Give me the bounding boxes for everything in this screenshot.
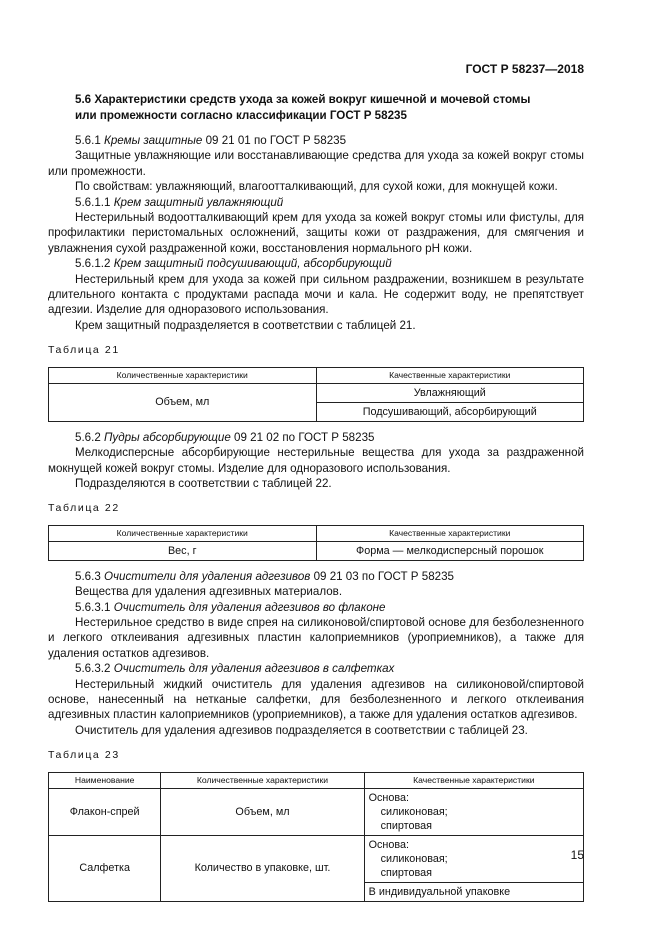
table-23 [48, 772, 584, 902]
table-cell: Количество в упаковке, шт. [161, 835, 364, 901]
clause-number: 5.6.3.1 [75, 600, 111, 614]
clause-code: 09 21 01 по ГОСТ Р 58235 [205, 134, 347, 147]
table-23-reference: Очиститель для удаления адгезивов подразделяется в соответствии с таблицей 23. [75, 723, 528, 737]
clause-name: Очистители для удаления адгезивов [104, 569, 311, 583]
document-id-header: ГОСТ Р 58237—2018 [465, 62, 584, 76]
clause-name: Крем защитный увлажняющий [113, 195, 284, 209]
clause-5-6-3-2-text: Нестерильный жидкий очиститель для удаления адгезивов на силиконовой/спиртовой основе, нанесенный на нетканые салфетки, для безболезненного и легкого отклеивания адгезивных пластин калоприемников (уроприемников), а также для удаления остатков адгезивов. [48, 677, 584, 722]
table-cell: Форма — мелкодисперсный порошок [316, 541, 584, 560]
clause-number: 5.6.1.1 [75, 195, 111, 209]
table-22-reference: Подразделяются в соответствии с таблицей 22. [75, 476, 332, 490]
clause-5-6-1-heading [48, 133, 584, 148]
table-header-quantitative: Количественные характеристики [49, 525, 317, 541]
clause-number: 5.6.3 [75, 569, 101, 583]
table-header-quantitative: Количественные характеристики [49, 367, 317, 383]
table-cell: Салфетка [49, 835, 161, 901]
clause-code: 09 21 03 по ГОСТ Р 58235 [313, 569, 455, 583]
clause-name: Очиститель для удаления адгезивов во флаконе [113, 600, 386, 614]
table-header-qualitative: Качественные характеристики [316, 367, 584, 383]
table-cell-qualitative [364, 788, 583, 835]
clause-5-6-3-2-heading [48, 661, 584, 676]
table-cell-line: Основа: [368, 838, 410, 851]
clause-5-6-1-properties: По свойствам: увлажняющий, влагоотталкивающий, для сухой кожи, для мокнущей кожи. [75, 180, 558, 194]
page-content [48, 92, 584, 902]
clause-5-6-3-heading [48, 569, 584, 584]
table-cell: Увлажняющий [316, 383, 584, 402]
clause-name: Кремы защитные [104, 134, 203, 147]
clause-5-6-3-text: Вещества для удаления адгезивных материалов. [75, 585, 343, 599]
clause-5-6-1-1-text: Нестерильный водоотталкивающий крем для ухода за кожей вокруг стомы или фистулы, для профилактики перистомальных осложнений, защиты кожи от раздражения, для смягчения и увлажнения сухой раздраженной кожи, восстановления нормального pH кожи. [48, 211, 584, 255]
clause-code: 09 21 02 по ГОСТ Р 58235 [234, 430, 375, 444]
table-22-caption: Таблица 22 [48, 502, 120, 515]
table-cell-line: силиконовая; [380, 852, 448, 865]
clause-name: Очиститель для удаления адгезивов в салфетках [113, 662, 395, 676]
clause-5-6-1-1-heading [48, 195, 584, 210]
section-title [48, 92, 584, 123]
table-cell-line: спиртовая [380, 866, 432, 879]
section-title-line2: или промежности согласно классификации ГОСТ Р 58235 [75, 108, 407, 122]
table-header-name: Наименование [49, 772, 161, 788]
table-cell: Объем, мл [161, 788, 364, 835]
clause-5-6-2-text: Мелкодисперсные абсорбирующие нестерильные вещества для ухода за раздраженной мокнущей кожей вокруг стомы. Изделие для одноразового использования. [48, 446, 584, 475]
table-cell-line: Основа: [368, 791, 410, 804]
table-header-quantitative: Количественные характеристики [161, 772, 364, 788]
table-header-qualitative: Качественные характеристики [316, 525, 584, 541]
table-cell-line: силиконовая; [380, 805, 448, 818]
clause-number: 5.6.3.2 [75, 662, 111, 676]
table-cell: Объем, мл [49, 383, 317, 421]
clause-name: Крем защитный подсушивающий, абсорбирующий [113, 257, 392, 271]
table-cell-qualitative [364, 835, 583, 882]
clause-5-6-3-1-text: Нестерильное средство в виде спрея на силиконовой/спиртовой основе для безболезненного и легкого отклеивания адгезивных пластин калоприемников (уроприемников), а также для удаления остатков адгезивов. [48, 615, 584, 660]
table-cell: В индивидуальной упаковке [364, 882, 583, 901]
section-title-line1: 5.6 Характеристики средств ухода за кожей вокруг кишечной и мочевой стомы [75, 93, 531, 106]
clause-5-6-1-text: Защитные увлажняющие или восстанавливающие средства для ухода за кожей вокруг стомы или промежности. [48, 149, 584, 178]
table-22 [48, 525, 584, 561]
clause-number: 5.6.1.2 [75, 257, 111, 271]
clause-name: Пудры абсорбирующие [104, 430, 231, 444]
table-21-reference: Крем защитный подразделяется в соответствии с таблицей 21. [75, 318, 416, 332]
table-header-qualitative: Качественные характеристики [364, 772, 583, 788]
clause-5-6-1-2-heading [48, 256, 584, 271]
table-23-caption: Таблица 23 [48, 749, 120, 762]
table-cell: Подсушивающий, абсорбирующий [316, 402, 584, 421]
table-21-caption: Таблица 21 [48, 344, 120, 357]
table-21 [48, 367, 584, 422]
table-cell-line: спиртовая [380, 819, 432, 832]
clause-number: 5.6.2 [75, 430, 101, 444]
clause-5-6-1-2-text: Нестерильный крем для ухода за кожей при сильном раздражении, возникшем в результате длительного контакта с продуктами распада мочи и кала. Не содержит воду, не препятствует адгезии. Изделие для одноразового использования. [48, 272, 584, 317]
clause-number: 5.6.1 [75, 134, 101, 147]
clause-5-6-3-1-heading [48, 600, 584, 615]
table-cell: Флакон-спрей [49, 788, 161, 835]
clause-5-6-2-heading [48, 430, 584, 445]
table-cell: Вес, г [49, 541, 317, 560]
page-number: 15 [570, 848, 584, 862]
